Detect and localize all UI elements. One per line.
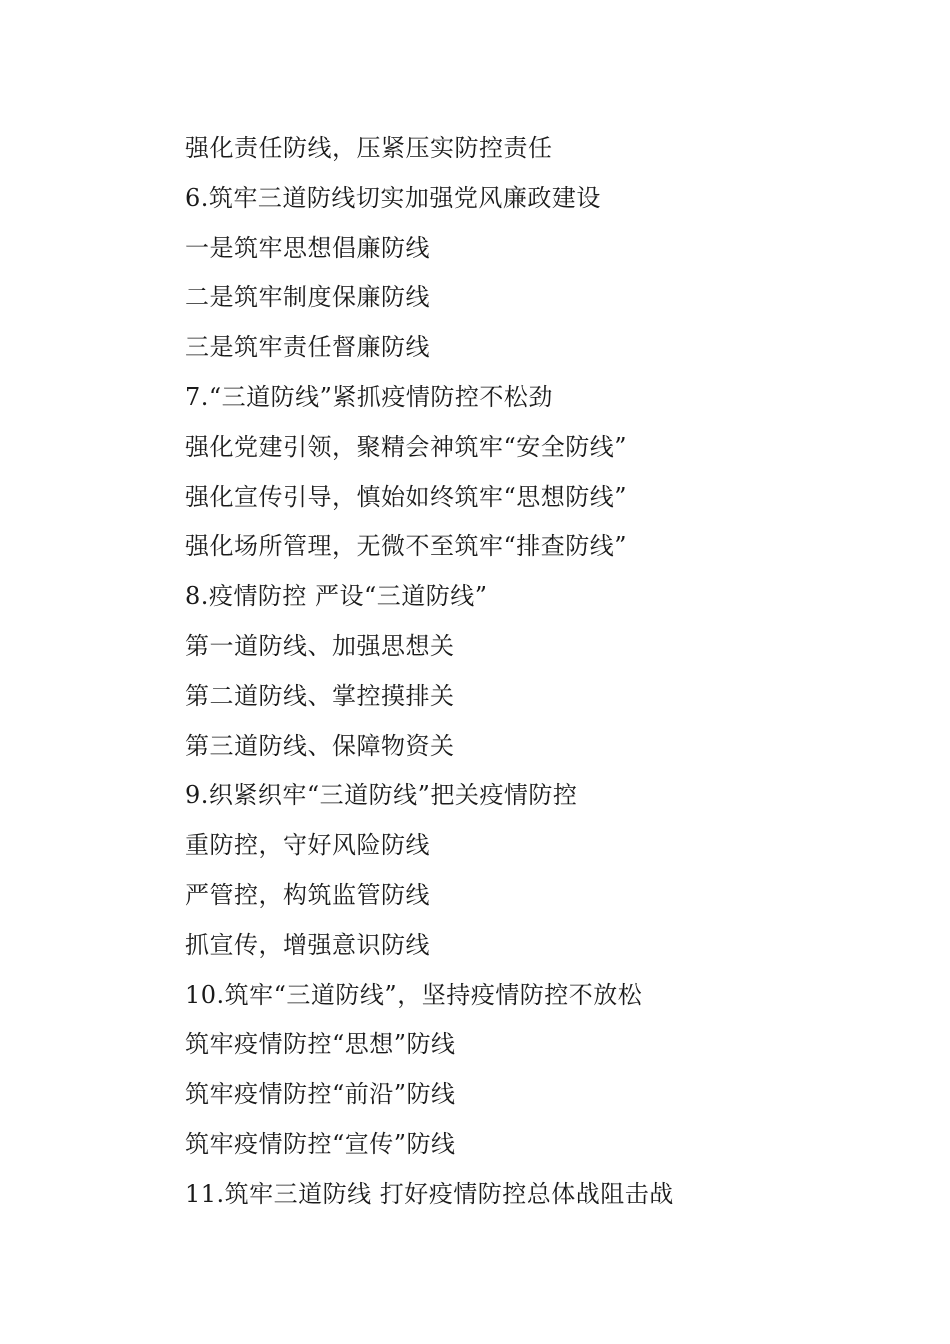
section-heading: 9.织紧织牢“三道防线”把关疫情防控 bbox=[185, 781, 578, 810]
text-line: 三是筑牢责任督廉防线 bbox=[185, 333, 430, 362]
text-line: 第一道防线、加强思想关 bbox=[185, 631, 455, 660]
text-line: 强化场所管理，无微不至筑牢“排查防线” bbox=[185, 532, 628, 561]
text-line: 筑牢疫情防控“思想”防线 bbox=[185, 1030, 456, 1059]
section-heading: 6.筑牢三道防线切实加强党风廉政建设 bbox=[185, 183, 601, 212]
section-heading: 11.筑牢三道防线 打好疫情防控总体战阻击战 bbox=[185, 1179, 674, 1208]
text-line: 强化责任防线，压紧压实防控责任 bbox=[185, 134, 553, 162]
text-line: 筑牢疫情防控“前沿”防线 bbox=[185, 1080, 456, 1109]
text-line: 重防控，守好风险防线 bbox=[185, 831, 430, 860]
section-heading: 10.筑牢“三道防线”，坚持疫情防控不放松 bbox=[185, 980, 643, 1009]
text-line: 抓宣传，增强意识防线 bbox=[185, 930, 430, 959]
text-line: 强化宣传引导，慎始如终筑牢“思想防线” bbox=[185, 482, 628, 511]
text-line: 严管控，构筑监管防线 bbox=[185, 880, 430, 909]
text-line: 二是筑牢制度保廉防线 bbox=[185, 283, 430, 312]
text-line: 筑牢疫情防控“宣传”防线 bbox=[185, 1129, 456, 1158]
text-line: 第三道防线、保障物资关 bbox=[185, 731, 455, 760]
text-line: 一是筑牢思想倡廉防线 bbox=[185, 233, 430, 262]
section-heading: 8.疫情防控 严设“三道防线” bbox=[185, 582, 488, 611]
document-body bbox=[185, 124, 885, 1220]
text-line: 第二道防线、掌控摸排关 bbox=[185, 681, 455, 710]
text-line: 强化党建引领，聚精会神筑牢“安全防线” bbox=[185, 432, 628, 461]
section-heading: 7.“三道防线”紧抓疫情防控不松劲 bbox=[185, 382, 553, 411]
